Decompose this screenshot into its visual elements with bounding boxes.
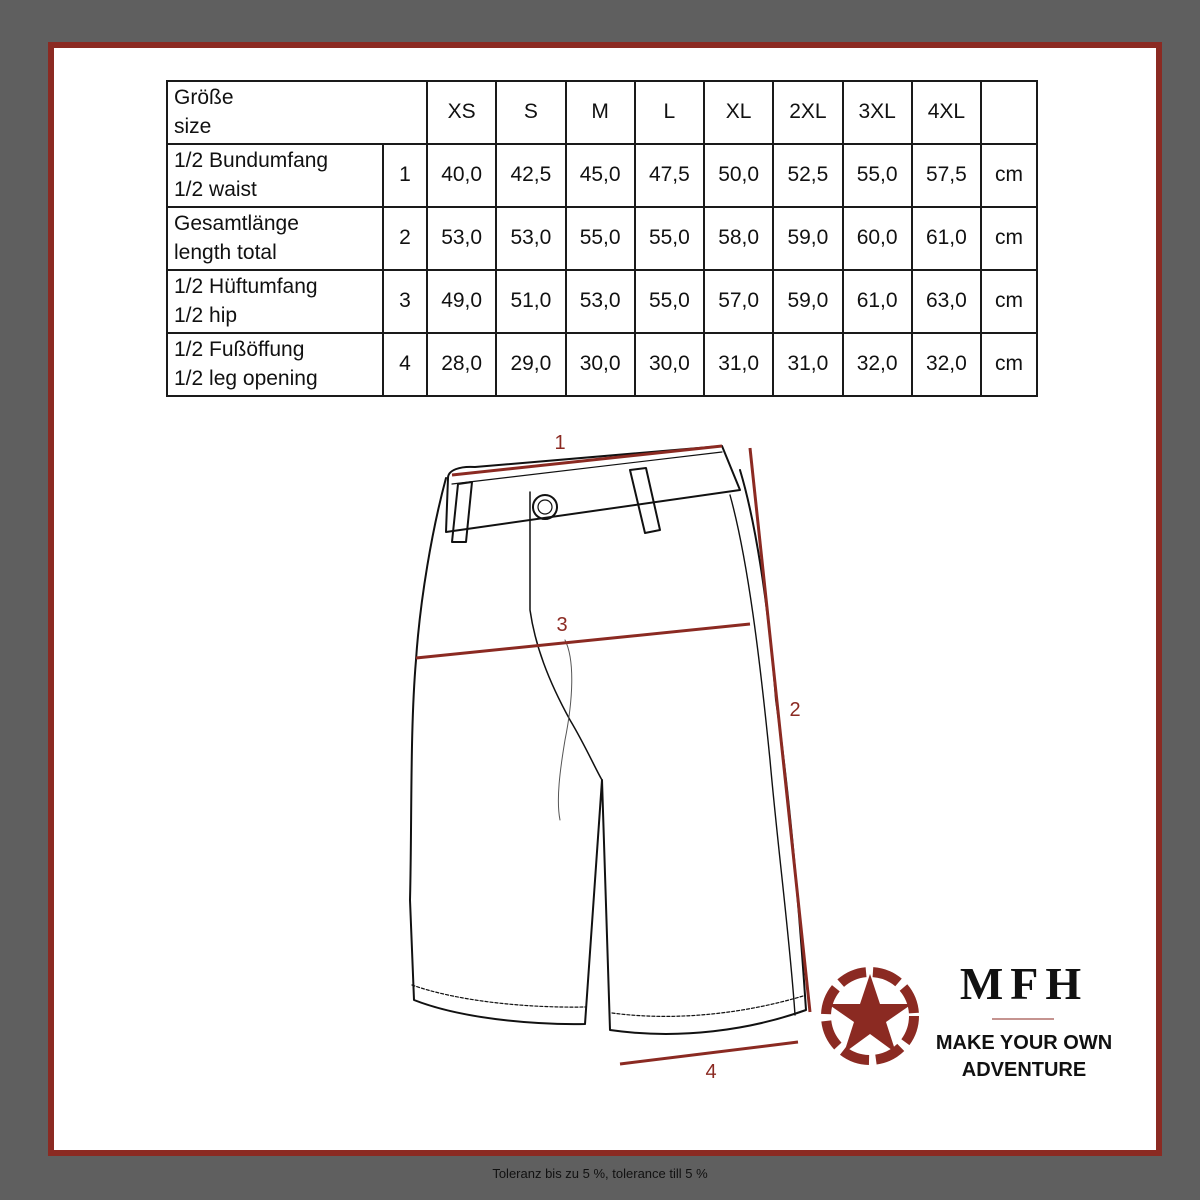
table-cell: 55,0 (635, 207, 704, 270)
row-number: 2 (383, 207, 427, 270)
row-label-de: Gesamtlänge (174, 212, 299, 236)
table-cell: 55,0 (843, 144, 912, 207)
table-row (167, 207, 1037, 270)
header-unit-spacer (981, 81, 1037, 144)
row-unit: cm (981, 144, 1037, 207)
row-unit: cm (981, 333, 1037, 396)
row-label-en: length total (174, 240, 277, 264)
table-cell: 58,0 (704, 207, 773, 270)
row-unit: cm (981, 270, 1037, 333)
table-cell: 53,0 (427, 207, 496, 270)
table-cell: 32,0 (912, 333, 981, 396)
measure-label-1: 1 (554, 432, 566, 454)
row-label-en: 1/2 waist (174, 177, 257, 201)
slogan-line-1: MAKE YOUR OWN (935, 1032, 1113, 1054)
table-cell: 32,0 (843, 333, 912, 396)
table-cell: 31,0 (773, 333, 842, 396)
table-cell: 59,0 (773, 207, 842, 270)
row-number: 1 (383, 144, 427, 207)
measure-label-2: 2 (789, 699, 801, 721)
table-cell: 30,0 (635, 333, 704, 396)
table-cell: 49,0 (427, 270, 496, 333)
table-cell: 55,0 (566, 207, 635, 270)
table-cell: 52,5 (773, 144, 842, 207)
header-spacer (383, 81, 427, 144)
table-cell: 45,0 (566, 144, 635, 207)
table-cell: 61,0 (843, 270, 912, 333)
table-cell: 29,0 (496, 333, 565, 396)
row-label (167, 270, 383, 333)
table-cell: 50,0 (704, 144, 773, 207)
slogan-line-2: ADVENTURE (961, 1059, 1087, 1081)
row-label (167, 207, 383, 270)
row-label-en: 1/2 leg opening (174, 366, 318, 390)
size-s: S (496, 81, 565, 144)
size-header-label-en: size (174, 114, 212, 138)
table-row (167, 333, 1037, 396)
measure-label-3: 3 (556, 614, 568, 636)
size-m: M (566, 81, 635, 144)
brand-slogan (926, 1030, 1122, 1084)
table-cell: 31,0 (704, 333, 773, 396)
table-header-row (167, 81, 1037, 144)
measure-label-4: 4 (705, 1061, 717, 1083)
brand-logo-text: MFH (959, 958, 1089, 1009)
row-label-de: 1/2 Hüftumfang (174, 275, 318, 299)
table-cell: 28,0 (427, 333, 496, 396)
tolerance-footer: Toleranz bis zu 5 %, tolerance till 5 % (492, 1166, 708, 1181)
table-cell: 53,0 (566, 270, 635, 333)
size-2xl: 2XL (773, 81, 842, 144)
table-cell: 59,0 (773, 270, 842, 333)
row-label (167, 144, 383, 207)
size-l: L (635, 81, 704, 144)
row-unit: cm (981, 207, 1037, 270)
table-cell: 63,0 (912, 270, 981, 333)
row-number: 4 (383, 333, 427, 396)
table-row (167, 270, 1037, 333)
table-cell: 60,0 (843, 207, 912, 270)
row-number: 3 (383, 270, 427, 333)
table-cell: 57,5 (912, 144, 981, 207)
size-header-label (167, 81, 383, 144)
table-cell: 42,5 (496, 144, 565, 207)
row-label-de: 1/2 Bundumfang (174, 149, 329, 173)
table-cell: 40,0 (427, 144, 496, 207)
size-xl: XL (704, 81, 773, 144)
row-label-en: 1/2 hip (174, 303, 238, 327)
size-4xl: 4XL (912, 81, 981, 144)
table-cell: 30,0 (566, 333, 635, 396)
size-3xl: 3XL (843, 81, 912, 144)
row-label-de: 1/2 Fußöffung (174, 338, 305, 362)
table-row (167, 144, 1037, 207)
row-label (167, 333, 383, 396)
size-table (166, 80, 1038, 397)
table-cell: 53,0 (496, 207, 565, 270)
table-cell: 55,0 (635, 270, 704, 333)
size-header-label-de: Größe (174, 86, 234, 110)
table-cell: 51,0 (496, 270, 565, 333)
table-cell: 47,5 (635, 144, 704, 207)
table-cell: 57,0 (704, 270, 773, 333)
table-cell: 61,0 (912, 207, 981, 270)
size-xs: XS (427, 81, 496, 144)
